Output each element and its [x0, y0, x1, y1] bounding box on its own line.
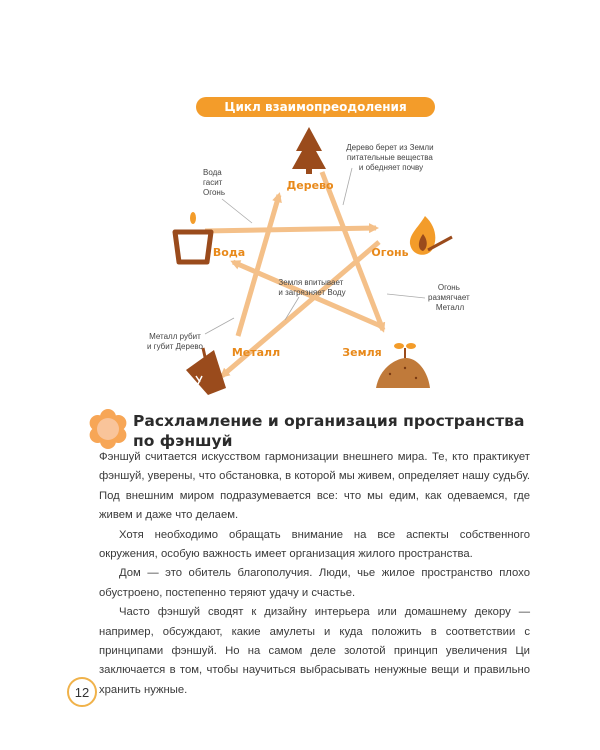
element-label-fire: Огонь: [371, 246, 409, 259]
arrow-water-fire: [205, 228, 376, 231]
body-text: [99, 448, 530, 700]
section-heading: [133, 411, 533, 451]
axe-icon: [186, 348, 226, 395]
section-heading-line1: Расхламление и организация пространства: [133, 412, 525, 430]
candle-icon: [175, 212, 211, 262]
callout-line-wood-earth: [343, 168, 352, 205]
sprout-soil-icon: [376, 343, 430, 388]
page-number: 12: [74, 684, 90, 700]
callout-line-water-fire: [222, 199, 252, 223]
paragraph-2: Хотя необходимо обращать внимание на все аспекты собственного окружения, особую важность имеет организация жилого пространства.: [99, 528, 530, 561]
paragraph-4: Часто фэншуй сводят к дизайну интерьера или домашнему декору — например, обсуждают, какие амулеты и куда положить в соответствии с принципами фэншуй. Но на самом деле золотой принцип увеличения Ци заключается в том, чтобы научиться выбрасывать ненужные вещи и правильно хранить нужные.: [99, 606, 530, 696]
tree-icon: [292, 127, 326, 174]
element-label-water: Вода: [212, 246, 246, 259]
page-number-badge: [67, 677, 97, 707]
flame-icon: [410, 216, 452, 255]
paragraph-3: Дом — это обитель благополучия. Люди, чье жилое пространство плохо обустроено, постепенно теряют удачу и счастье.: [99, 567, 530, 599]
note-metal-wood: Металл рубит и губит Дерево: [146, 332, 203, 351]
note-wood-earth: Дерево берет из Земли питательные вещества и обедняет почву: [346, 143, 434, 172]
callout-line-metal-wood: [205, 318, 234, 334]
element-label-metal: Металл: [231, 346, 281, 359]
flower-icon: [87, 408, 129, 450]
element-label-wood: Дерево: [286, 179, 334, 192]
section-heading-line2: по фэншуй: [133, 432, 233, 450]
note-fire-metal: Огонь размягчает Металл: [428, 283, 470, 312]
note-water-fire: Вода гасит Огонь: [203, 168, 225, 197]
callout-line-fire-metal: [387, 294, 425, 298]
element-label-earth: Земля: [342, 346, 382, 359]
note-earth-water: Земля впитывает и загрязняет Воду: [278, 278, 346, 297]
paragraph-1: Фэншуй считается искусством гармонизации внешнего мира. Те, кто практикует фэншуй, уверены, что обстановка, в которой мы живем, определяет нашу судьбу. Под внешним миром подразумевается все: что мы едим, как одеваемся, где живем и даже что делаем.: [99, 451, 530, 522]
diagram-title: Цикл взаимопреодоления: [224, 100, 407, 114]
